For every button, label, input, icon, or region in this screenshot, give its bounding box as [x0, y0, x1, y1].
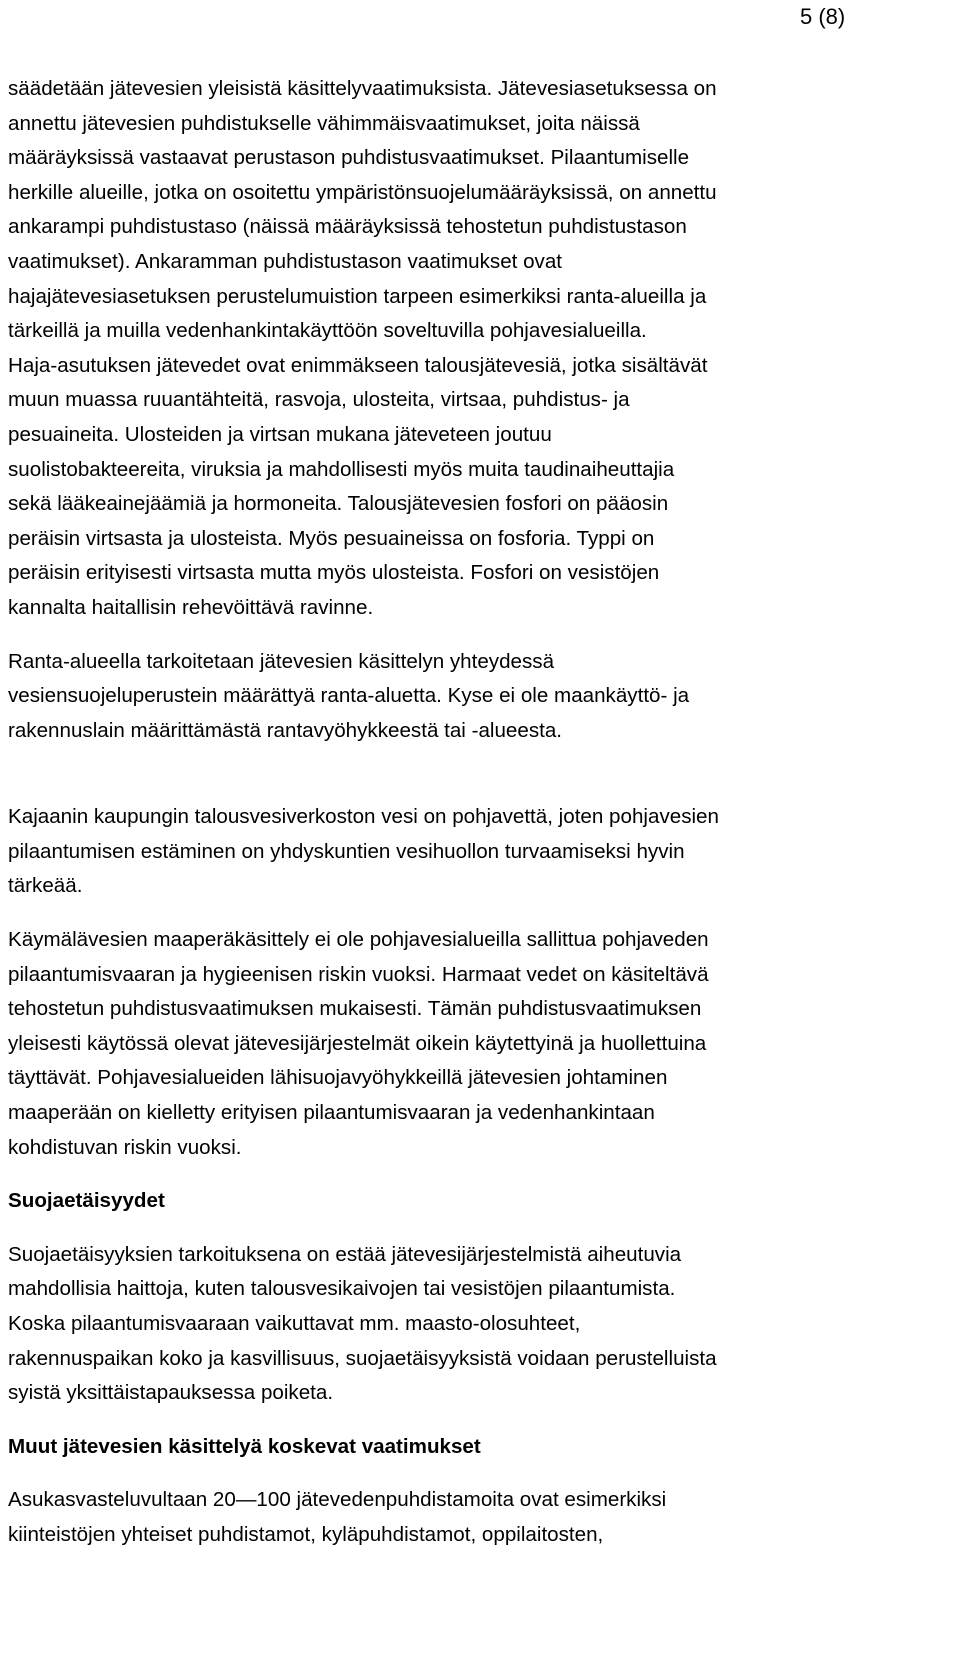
paragraph-kajaani-groundwater: Kajaanin kaupungin talousvesiverkoston vesi on pohjavettä, joten pohjavesien pilaantumisen estäminen on yhdyskuntien vesihuollon turvaamiseksi hyvin tärkeää.	[8, 805, 719, 898]
page-number: 5 (8)	[800, 4, 846, 29]
document-body	[8, 72, 958, 1553]
paragraph-shore-area: Ranta-alueella tarkoitetaan jätevesien käsittelyn yhteydessä vesiensuojeluperustein määrättyä ranta-aluetta. Kyse ei ole maankäyttö- ja rakennuslain määrittämästä rantavyöhykkeestä tai -alueesta.	[8, 649, 690, 742]
paragraph-toilet-water: Käymälävesien maaperäkäsittely ei ole pohjavesialueilla sallittua pohjaveden pilaantumisvaaran ja hygieenisen riskin vuoksi. Harmaat vedet on käsiteltävä tehostetun puhdistusvaatimuksen mukaisesti. Tämän puhdistusvaatimuksen yleisesti käytössä olevat jätevesijärjestelmät oikein käytettyinä ja huollettuina täyttävät. Pohjavesialueiden lähisuojavyöhykkeillä jätevesien johtaminen maaperään on kielletty erityisen pilaantumisvaaran ja vedenhankintaan kohdistuvan riskin vuoksi.	[8, 928, 709, 1159]
paragraph-protective-distances: Suojaetäisyyksien tarkoituksena on estää jätevesijärjestelmistä aiheutuvia mahdollisia haittoja, kuten talousvesikaivojen tai vesistöjen pilaantumista. Koska pilaantumisvaaraan vaikuttavat mm. maasto-olosuhteet, rakennuspaikan koko ja kasvillisuus, suojaetäisyyksistä voidaan perustelluista syistä yksittäistapauksessa poiketa.	[8, 1242, 717, 1405]
section-heading-protective-distances: Suojaetäisyydet	[8, 1189, 165, 1213]
paragraph-wastewater-requirements: säädetään jätevesien yleisistä käsittelyvaatimuksista. Jätevesiasetuksessa on annettu jätevesien puhdistukselle vähimmäisvaatimukset, joita näissä määräyksissä vastaavat perustason puhdistusvaatimukset. Pilaantumiselle herkille alueille, jotka on osoitettu ympäristönsuojelumääräyksissä, on annettu ankarampi puhdistustaso (näissä määräyksissä tehostetun puhdistustason vaatimukset). Ankaramman puhdistustason vaatimukset ovat hajajätevesiasetuksen perustelumuistion tarpeen esimerkiksi ranta-alueilla ja tärkeillä ja muilla vedenhankintakäyttöön soveltuvilla pohjavesialueilla. Haja-asutuksen jätevedet ovat enimmäkseen talousjätevesiä, jotka sisältävät muun muassa ruuantähteitä, rasvoja, ulosteita, virtsaa, puhdistus- ja pesuaineita. Ulosteiden ja virtsan mukana jäteveteen joutuu suolistobakteereita, viruksia ja mahdollisesti myös muita taudinaiheuttajia sekä lääkeainejäämiä ja hormoneita. Talousjätevesien fosfori on pääosin peräisin virtsasta ja ulosteista. Myös pesuaineissa on fosforia. Typpi on peräisin erityisesti virtsasta mutta myös ulosteista. Fosfori on vesistöjen kannalta haitallisin rehevöittävä ravinne.	[8, 77, 717, 619]
paragraph-treatment-plants: Asukasvasteluvultaan 20—100 jätevedenpuhdistamoita ovat esimerkiksi kiinteistöjen yhteiset puhdistamot, kyläpuhdistamot, oppilaitosten,	[8, 1488, 667, 1546]
section-heading-other-requirements: Muut jätevesien käsittelyä koskevat vaatimukset	[8, 1434, 481, 1458]
